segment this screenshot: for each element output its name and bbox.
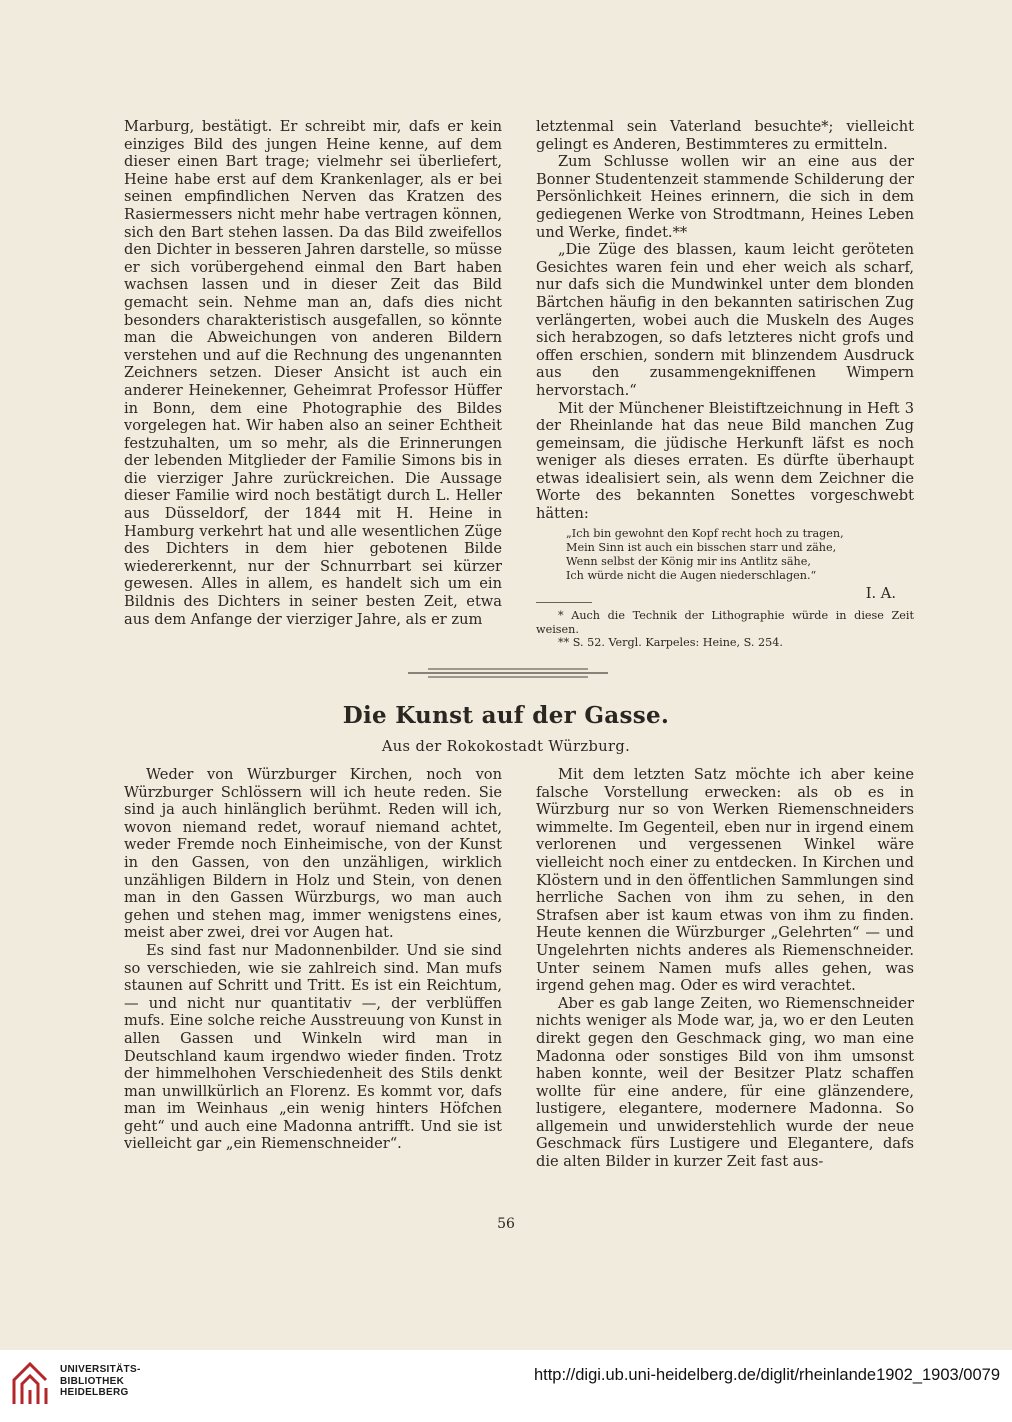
poem-line: Ich würde nicht die Augen niederschlagen.“ — [566, 568, 817, 582]
article1-paragraph: Marburg, bestätigt. Er schreibt mir, dafs er kein einziges Bild des jungen Heine kenne, auf dem dieser einen Bart trage; vielmehr sei überliefert, Heine habe erst auf dem Krankenlager, als er bei seinen empfindlichen Nerven das Kratzen des Rasiermessers nicht mehr habe vertragen können, sich den Bart stehen lassen. Da das Bild zweifellos den Dichter in besseren Jahren darstelle, so müsse er sich vorübergehend einmal den Bart haben wachsen lassen und in dieser Zeit das Bild gemacht sein. Nehme man an, dafs dies nicht besonders charakteristisch ausgefallen, so könnte man die Abweichungen von anderen Bildern verstehen und auf die Rechnung des ungenannten Zeichners setzen. Dieser Ansicht ist auch ein anderer Heinekenner, Geheimrat Professor Hüffer in Bonn, dem eine Photographie des Bildes vorgelegen hat. Wir haben also an seiner Echtheit festzuhalten, um so mehr, als die Erinnerungen der lebenden Mitglieder der Familie Simons bis in die vierziger Jahre zurückreichen. Die Aussage dieser Familie wird noch bestätigt durch L. Heller aus Düsseldorf, der 1844 mit H. Heine in Hamburg verkehrt hat und alle wesentlichen Züge des Dichters in dem hier gebotenen Bilde wiedererkennt, nur der Schnurrbart sei kürzer gewesen. Alles in allem, es handelt sich um ein Bildnis des Dichters in seiner besten Zeit, etwa aus dem Anfange der vierziger Jahre, als er zum — [124, 118, 502, 628]
article1-paragraph: Mit der Münchener Bleistiftzeichnung in Heft 3 der Rheinlande hat das neue Bild manchen Zug gemeinsam, die jüdische Herkunft läfst es noch weniger als dieses erraten. Es dürfte überhaupt etwas idealisiert sein, als wenn dem Zeichner die Worte des bekannten Sonettes vorgeschwebt hätten: — [536, 399, 914, 523]
source-url-link[interactable]: http://digi.ub.uni-heidelberg.de/diglit/rheinlande1902_1903/0079 — [533, 1366, 1000, 1384]
section-ornament-rule — [408, 666, 608, 680]
article2-right-column — [536, 766, 914, 1171]
article2-paragraph: Es sind fast nur Madonnenbilder. Und sie sind so verschieden, wie sie zahlreich sind. Man mufs staunen auf Schritt und Tritt. Es ist ein Reichtum, — und nicht nur quantitativ —, der verblüffen mufs. Eine solche reiche Ausstreuung von Kunst in allen Gassen und Winkeln wird man in Deutschland kaum irgendwo wieder finden. Trotz der himmelhohen Verschiedenheit des Stils denkt man unwillkürlich an Florenz. Es kommt vor, dafs man im Weinhaus „ein wenig hinters Höfchen geht“ und auch eine Madonna antrifft. Und sie ist vielleicht gar „ein Riemenschneider“. — [124, 941, 502, 1153]
poem-line: „Ich bin gewohnt den Kopf recht hoch zu tragen, — [566, 526, 844, 540]
article1-paragraph: Zum Schlusse wollen wir an eine aus der Bonner Studentenzeit stammende Schilderung der Persönlichkeit Heines erinnern, die sich in dem gediegenen Werke von Strodtmann, Heines Leben und Werke, findet.** — [536, 153, 914, 241]
article2-paragraph: Weder von Würzburger Kirchen, noch von Würzburger Schlössern will ich heute reden. Sie sind ja auch hinlänglich berühmt. Reden will ich, wovon niemand redet, worauf niemand achtet, weder Fremde noch Einheimische, von der Kunst in den Gassen, von den unzähligen, wirklich unzähligen Bildern in Holz und Stein, von denen man in den Gassen Würzburgs, wo man auch gehen und stehen mag, immer wenigstens eines, meist aber zwei, drei vor Augen hat. — [124, 766, 502, 942]
footnote-2: ** S. 52. Vergl. Karpeles: Heine, S. 254. — [558, 636, 783, 650]
footnote-1: * Auch die Technik der Lithographie würde in diese Zeit weisen. — [536, 609, 914, 636]
poem-line: Wenn selbst der König mir ins Antlitz sähe, — [566, 554, 811, 568]
article-subtitle: Aus der Rokokostadt Würzburg. — [381, 738, 631, 755]
footnote — [536, 609, 914, 649]
sonnet-quote — [566, 527, 914, 583]
footnote-divider — [536, 602, 592, 603]
author-signature: I. A. — [865, 584, 896, 602]
article1-paragraph: letztenmal sein Vaterland besuchte*; vielleicht gelingt es Anderen, Bestimmteres zu ermitteln. — [536, 118, 914, 153]
library-name: UNIVERSITÄTS- BIBLIOTHEK HEIDELBERG — [60, 1364, 141, 1398]
article2-left-column — [124, 766, 502, 1153]
article1-quote-paragraph: „Die Züge des blassen, kaum leicht geröteten Gesichtes waren fein und eher weich als scharf, nur dafs sich die Mundwinkel unter dem blonden Bärtchen häufig in den bekannten satirischen Zug verlängerten, wobei auch die Muskeln des Auges sich herabzogen, so dafs letzteres nicht grofs und offen erschien, sondern mit blinzendem Ausdruck aus den zusammengekniffenen Wimpern hervorstach.“ — [536, 241, 914, 399]
article1-right-column — [536, 118, 914, 649]
page-number: 56 — [497, 1216, 515, 1232]
library-logo-icon — [10, 1360, 52, 1408]
article-title: Die Kunst auf der Gasse. — [342, 702, 670, 729]
article2-paragraph: Aber es gab lange Zeiten, wo Riemenschneider nichts weniger als Mode war, ja, wo er den Leuten direkt gegen den Geschmack ging, wo man eine Madonna oder sonstiges Bild von ihm umsonst haben konnte, weil der Besitzer Platz schaffen wollte für eine andere, für eine glänzendere, lustigere, elegantere, modernere Madonna. So allgemein und unwiderstehlich wurde der neue Geschmack fürs Lustigere und Elegantere, dafs die alten Bilder in kurzer Zeit fast aus- — [536, 994, 914, 1171]
poem-line: Mein Sinn ist auch ein bisschen starr und zähe, — [566, 540, 837, 554]
article1-left-column — [124, 118, 502, 628]
article2-paragraph: Mit dem letzten Satz möchte ich aber keine falsche Vorstellung erwecken: als ob es in Würzburg nur so von Werken Riemenschneiders wimmelte. Im Gegenteil, eben nur in irgend einem verlorenen und vergessenen Winkel wäre vielleicht noch einer zu entdecken. In Kirchen und Klöstern und in den öffentlichen Sammlungen sind herrliche Sachen von ihm zu sehen, in den Strafsen aber ist kaum etwas von ihm zu finden. Heute kennen die Würzburger „Gelehrten“ — und Ungelehrten nichts anderes als Riemenschneider. Unter seinem Namen mufs alles gehen, was irgend gehen mag. Oder es wird verachtet. — [536, 766, 914, 995]
digitization-footer — [0, 1350, 1012, 1422]
